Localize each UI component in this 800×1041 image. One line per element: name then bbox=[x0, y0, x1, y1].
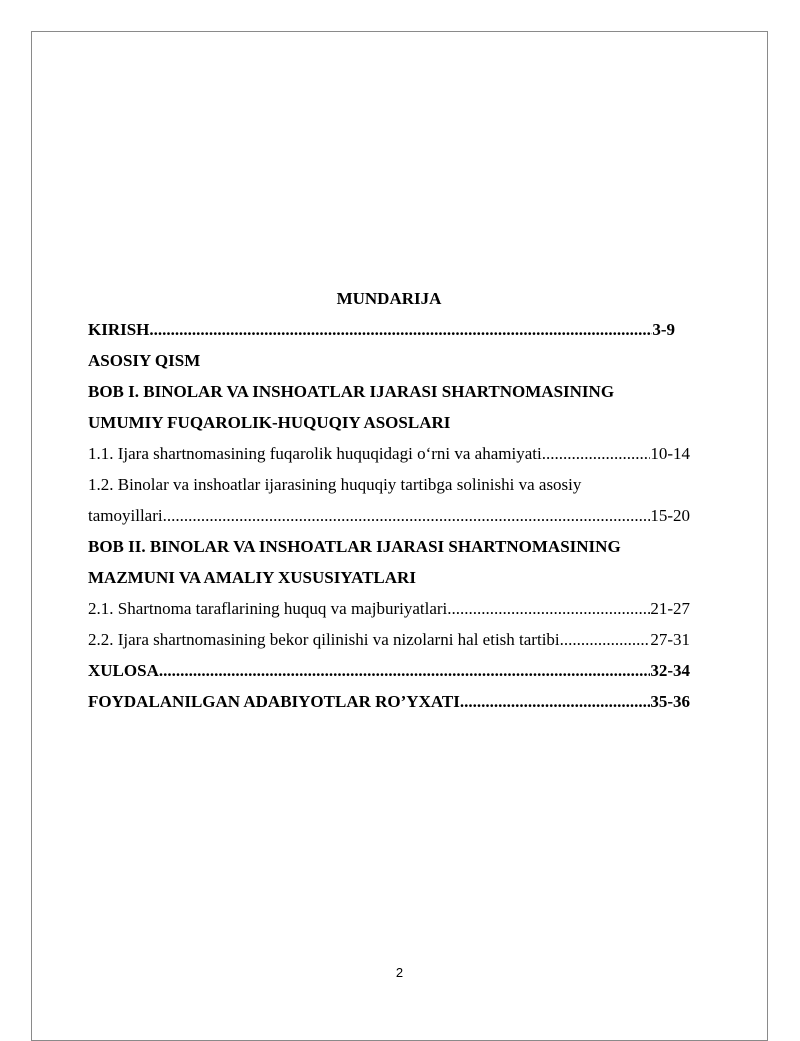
toc-leader-dots bbox=[159, 655, 650, 686]
toc-heading-bob-2-line-1: BOB II. BINOLAR VA INSHOATLAR IJARASI SHARTNOMASINING bbox=[88, 537, 621, 556]
toc-entry-2-1 bbox=[88, 593, 690, 624]
toc-leader-dots bbox=[163, 500, 651, 531]
toc-leader-dots bbox=[149, 314, 652, 345]
toc-heading-bob-1-line-2: UMUMIY FUQAROLIK-HUQUQIY ASOSLARI bbox=[88, 413, 451, 432]
toc-entry-page: 32-34 bbox=[650, 661, 690, 680]
toc-entry-page: 15-20 bbox=[650, 506, 690, 525]
toc-entry-kirish bbox=[88, 314, 675, 345]
toc-leader-dots bbox=[560, 624, 651, 655]
table-of-contents bbox=[88, 284, 690, 717]
document-page bbox=[31, 31, 768, 1041]
toc-entry-page: 27-31 bbox=[650, 630, 690, 649]
toc-entry-1-2-line-2 bbox=[88, 500, 690, 531]
toc-entry-label: tamoyillari bbox=[88, 506, 163, 525]
toc-entry-xulosa bbox=[88, 655, 690, 686]
toc-entry-label: 1.1. Ijara shartnomasining fuqarolik huquqidagi o‘rni va ahamiyati bbox=[88, 444, 542, 463]
toc-entry-label: 2.1. Shartnoma taraflarining huquq va majburiyatlari bbox=[88, 599, 448, 618]
page-number: 2 bbox=[395, 965, 404, 980]
toc-leader-dots bbox=[460, 686, 651, 717]
toc-entry-label: XULOSA bbox=[88, 661, 159, 680]
toc-entry-page: 10-14 bbox=[650, 444, 690, 463]
toc-entry-label: KIRISH bbox=[88, 320, 150, 339]
toc-entry-label: FOYDALANILGAN ADABIYOTLAR RO’YXATI bbox=[88, 692, 460, 711]
toc-entry-page: 21-27 bbox=[650, 599, 690, 618]
toc-entry-1-1 bbox=[88, 438, 690, 469]
toc-heading-bob-1-line-1: BOB I. BINOLAR VA INSHOATLAR IJARASI SHARTNOMASINING bbox=[88, 382, 615, 401]
toc-entry-1-2-line-1: 1.2. Binolar va inshoatlar ijarasining huquqiy tartibga solinishi va asosiy bbox=[88, 475, 582, 494]
toc-entry-label: 2.2. Ijara shartnomasining bekor qilinishi va nizolarni hal etish tartibi bbox=[88, 630, 560, 649]
toc-entry-2-2 bbox=[88, 624, 690, 655]
toc-entry-adabiyotlar bbox=[88, 686, 690, 717]
toc-heading-asosiy-qism: ASOSIY QISM bbox=[88, 351, 201, 370]
toc-leader-dots bbox=[542, 438, 651, 469]
toc-entry-page: 35-36 bbox=[650, 692, 690, 711]
toc-entry-page: 3-9 bbox=[652, 320, 675, 339]
toc-heading-bob-2-line-2: MAZMUNI VA AMALIY XUSUSIYATLARI bbox=[88, 568, 416, 587]
toc-title: MUNDARIJA bbox=[336, 289, 442, 308]
toc-leader-dots bbox=[447, 593, 650, 624]
